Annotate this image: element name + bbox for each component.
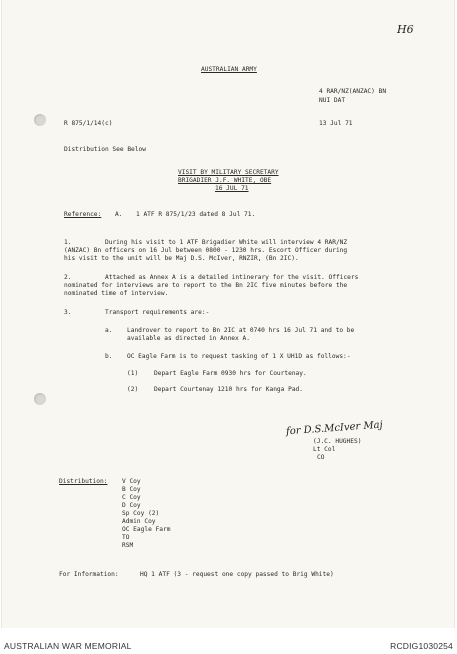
reference-text: 1 ATF R 875/1/23 dated 8 Jul 71. [136, 211, 256, 218]
para-1-line: (ANZAC) Bn officers on 16 Jul between 0800 - 1230 hrs. Escort Officer during [64, 247, 348, 254]
information-text: HQ 1 ATF (3 - request one copy passed to Brig White) [140, 571, 334, 578]
subject-line-2: BRIGADIER J.F. WHITE, OBE [178, 177, 272, 184]
archive-id: RCDIG1030254 [390, 641, 453, 651]
org-heading: AUSTRALIAN ARMY [201, 66, 257, 73]
distribution-note: Distribution See Below [64, 146, 146, 153]
distribution-item: V Coy [122, 478, 141, 485]
document-page [2, 0, 454, 628]
subject-line-3: 16 JUL 71 [215, 185, 249, 192]
signatory-appointment: CO [317, 454, 325, 461]
signatory-name: (J.C. HUGHES) [313, 438, 362, 445]
signatory-rank: Lt Col [313, 446, 336, 453]
item-1-label: (1) [127, 370, 139, 377]
distribution-item: TO [122, 534, 130, 541]
handwritten-signature: for D.S.McIver Maj [285, 419, 384, 438]
punch-hole [34, 114, 46, 126]
archive-footer [0, 628, 457, 654]
para-3-line: Transport requirements are:- [105, 309, 210, 316]
page-mark: H6 [397, 23, 414, 36]
para-1-line: his visit to the unit will be Maj D.S. McIver, RNZIR, (Bn 2IC). [64, 255, 299, 262]
para-2-line: nominated time of interview. [64, 290, 169, 297]
subpara-b-label: b. [105, 353, 113, 360]
location: NUI DAT [319, 97, 346, 104]
subpara-a-label: a. [105, 327, 113, 334]
para-2-line: Attached as Annex A is a detailed intinerary for the visit. Officers [105, 274, 359, 281]
archive-name: AUSTRALIAN WAR MEMORIAL [4, 641, 132, 651]
item-2-label: (2) [127, 386, 139, 393]
distribution-item: B Coy [122, 486, 141, 493]
distribution-item: C Coy [122, 494, 141, 501]
subpara-a-line: Landrover to report to Bn 2IC at 0740 hrs 16 Jul 71 and to be [127, 327, 355, 334]
distribution-item: Admin Coy [122, 518, 156, 525]
subpara-a-line: available as directed in Annex A. [127, 335, 250, 342]
para-2-line: nominated for interviews are to report to the Bn 2IC five minutes before the [64, 282, 348, 289]
document-date: 13 Jul 71 [319, 120, 353, 127]
reference-item: A. [115, 211, 123, 218]
para-3-number: 3. [64, 309, 72, 316]
item-2-text: Depart Courtenay 1210 hrs for Kanga Pad. [154, 386, 304, 393]
distribution-item: Sp Coy (2) [122, 510, 160, 517]
distribution-item: OC Eagle Farm [122, 526, 171, 533]
para-1-line: During his visit to 1 ATF Brigadier White will interview 4 RAR/NZ [105, 239, 348, 246]
para-1-number: 1. [64, 239, 72, 246]
file-reference: R 875/1/14(c) [64, 120, 113, 127]
punch-hole [34, 393, 46, 405]
subpara-b-line: OC Eagle Farm is to request tasking of 1 X UH1D as follows:- [127, 353, 351, 360]
item-1-text: Depart Eagle Farm 0930 hrs for Courtenay. [154, 370, 307, 377]
distribution-item: RSM [122, 542, 134, 549]
distribution-label: Distribution: [59, 478, 108, 485]
unit-name: 4 RAR/NZ(ANZAC) BN [319, 88, 387, 95]
information-label: For Information: [59, 571, 119, 578]
reference-label: Reference: [64, 211, 102, 218]
distribution-item: D Coy [122, 502, 141, 509]
subject-line-1: VISIT BY MILITARY SECRETARY [178, 169, 279, 176]
para-2-number: 2. [64, 274, 72, 281]
